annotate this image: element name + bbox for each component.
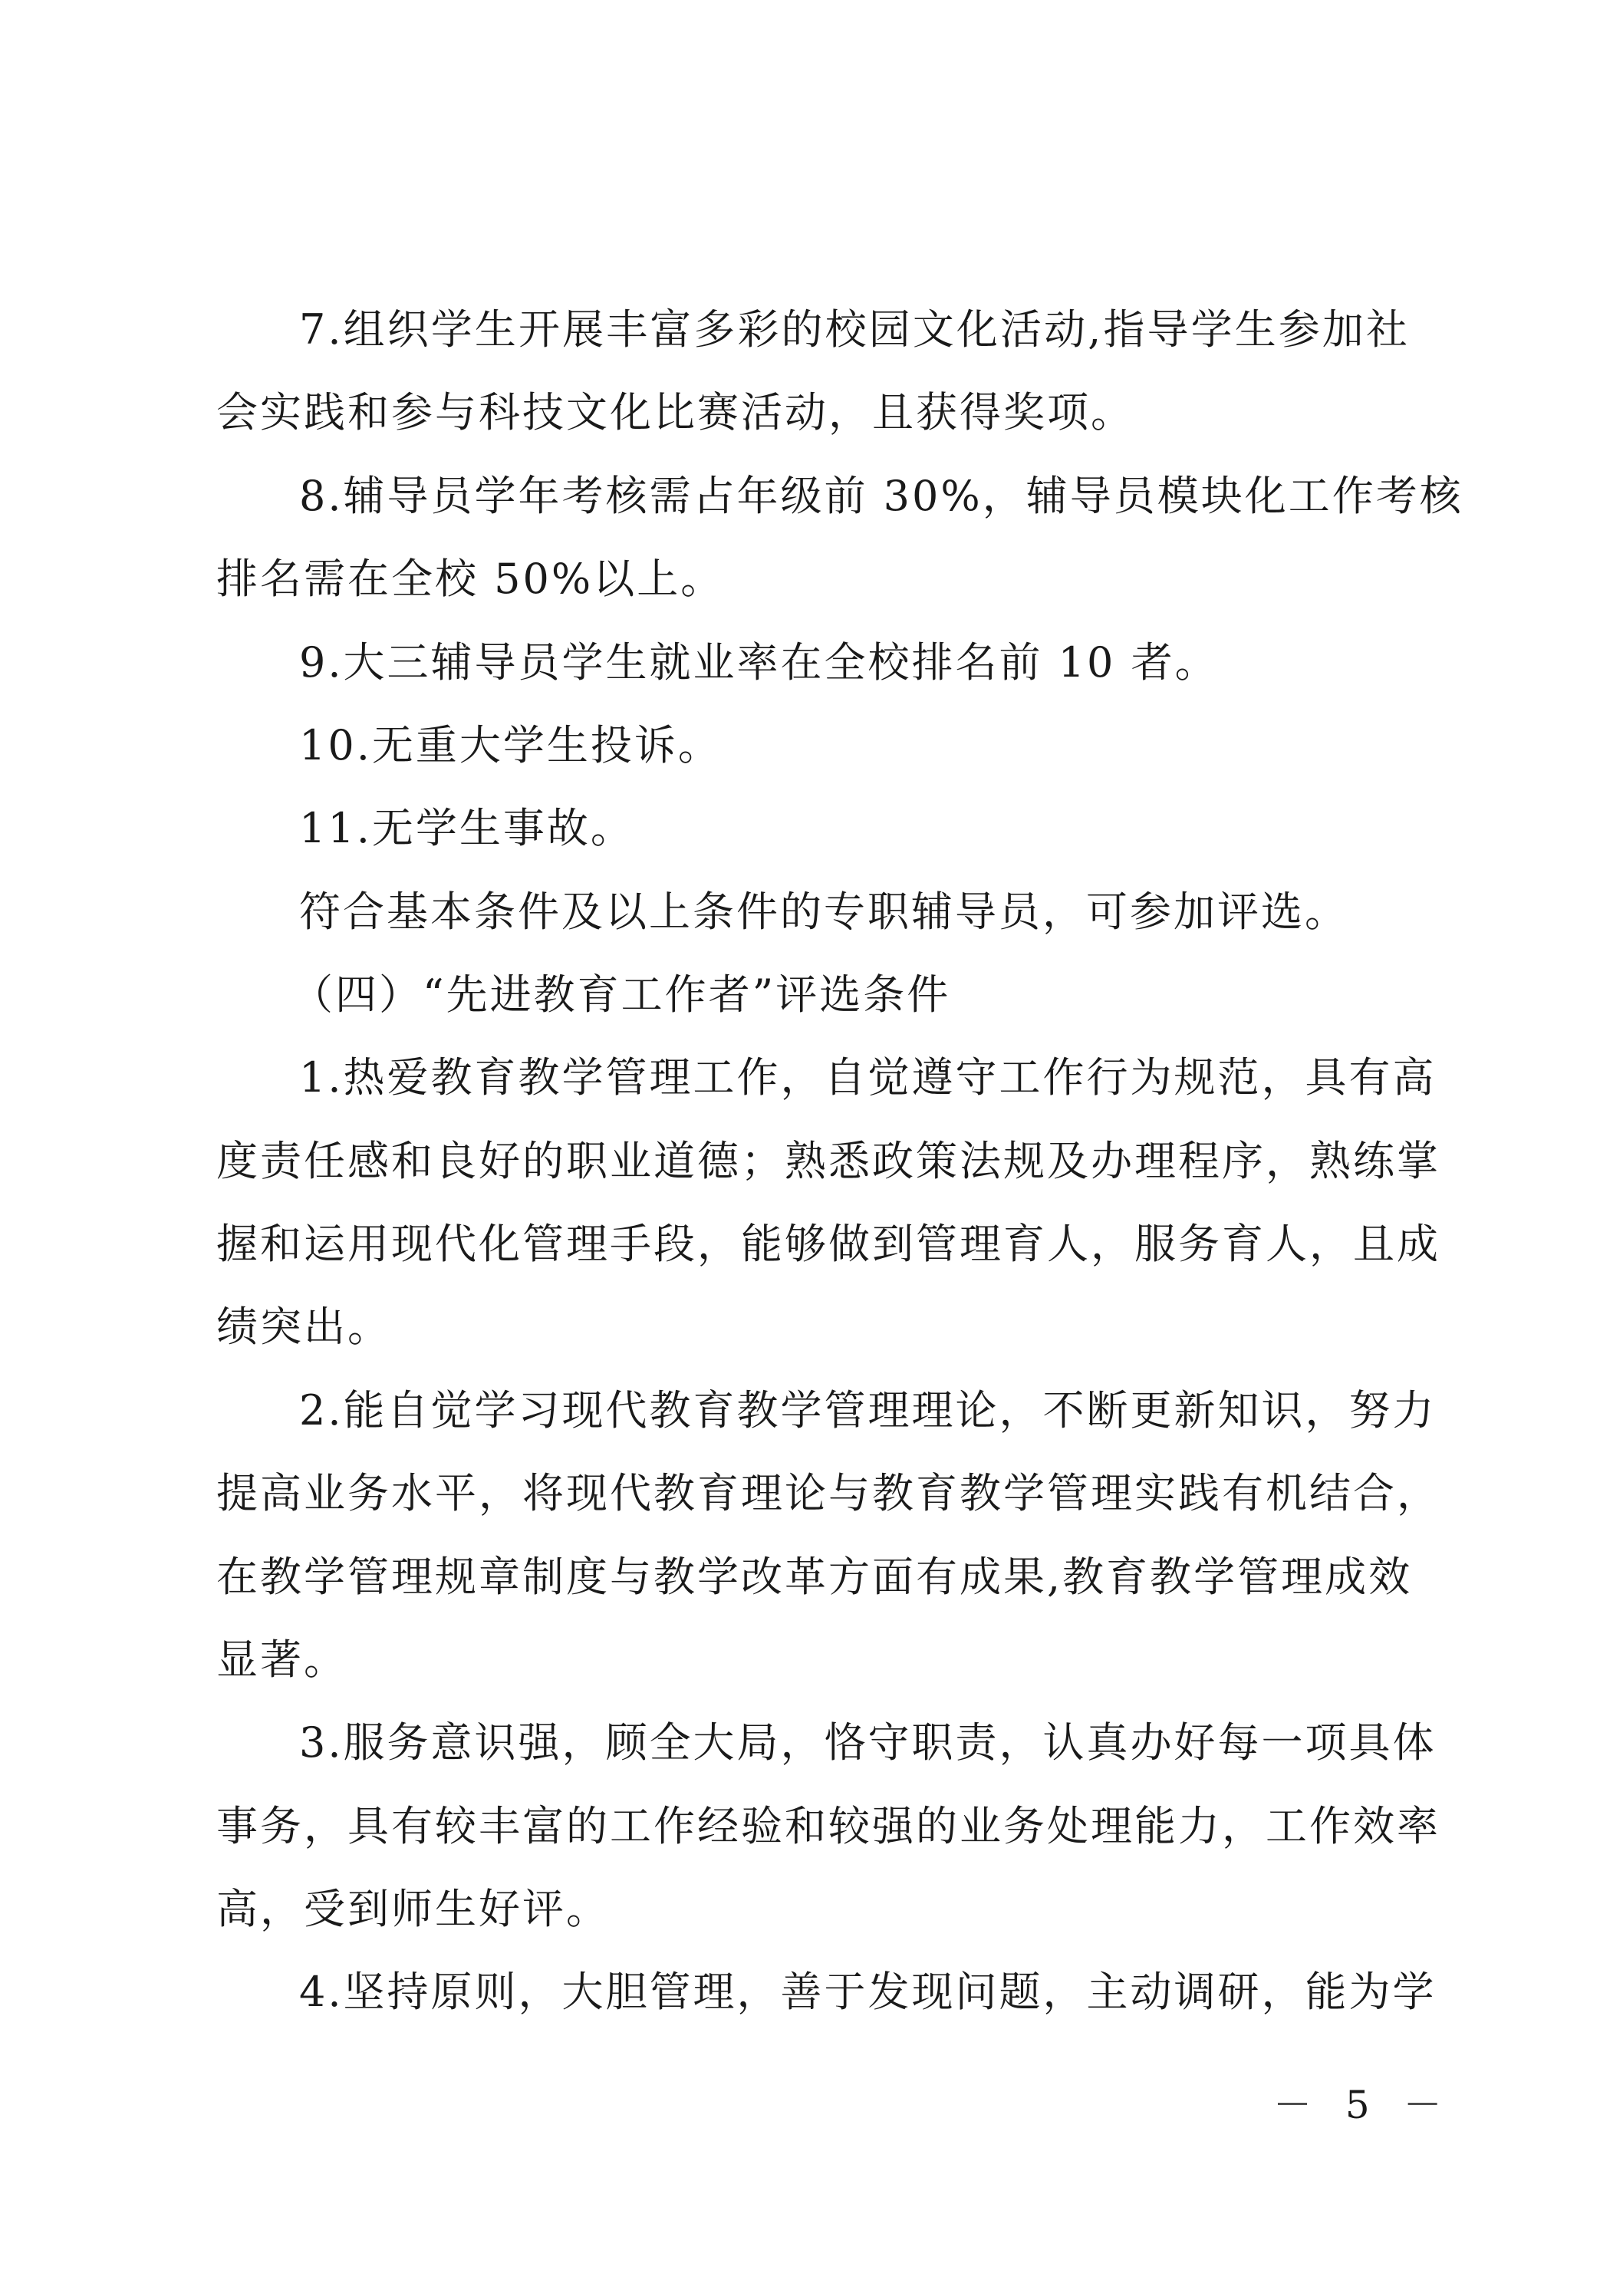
criterion-2-line-2: 提高业务水平，将现代教育理论与教育教学管理实践有机结合， <box>216 1469 1440 1517</box>
criterion-1-line-2: 度责任感和良好的职业道德；熟悉政策法规及办理程序，熟练掌 <box>216 1137 1440 1185</box>
criterion-3-line-3: 高，受到师生好评。 <box>216 1885 610 1933</box>
criterion-2-line-1: 2.能自觉学习现代教育教学管理理论，不断更新知识，努力 <box>299 1386 1437 1435</box>
criterion-1-line-4: 绩突出。 <box>216 1303 391 1351</box>
criterion-4-line-1: 4.坚持原则，大胆管理，善于发现问题，主动调研，能为学 <box>299 1968 1437 2016</box>
criterion-2-line-4: 显著。 <box>216 1636 347 1684</box>
section-heading: （四）“先进教育工作者”评选条件 <box>291 970 951 1019</box>
paragraph-11: 11.无学生事故。 <box>299 804 634 852</box>
paragraph-9: 9.大三辅导员学生就业率在全校排名前 10 者。 <box>299 638 1219 687</box>
paragraph-10: 10.无重大学生投诉。 <box>299 721 722 769</box>
criterion-1-line-3: 握和运用现代化管理手段，能够做到管理育人，服务育人，且成 <box>216 1220 1440 1268</box>
eligibility-statement: 符合基本条件及以上条件的专职辅导员，可参加评选。 <box>299 888 1348 936</box>
paragraph-8-line-1: 8.辅导员学年考核需占年级前 30%，辅导员模块化工作考核 <box>299 472 1463 520</box>
criterion-3-line-1: 3.服务意识强，顾全大局，恪守职责，认真办好每一项具体 <box>299 1718 1437 1767</box>
paragraph-8-line-2: 排名需在全校 50%以上。 <box>216 555 725 603</box>
criterion-3-line-2: 事务，具有较丰富的工作经验和较强的业务处理能力，工作效率 <box>216 1802 1440 1850</box>
paragraph-7-line-1: 7.组织学生开展丰富多彩的校园文化活动,指导学生参加社 <box>299 305 1410 354</box>
criterion-2-line-3: 在教学管理规章制度与教学改革方面有成果,教育教学管理成效 <box>216 1553 1413 1601</box>
criterion-1-line-1: 1.热爱教育教学管理工作，自觉遵守工作行为规范，具有高 <box>299 1053 1437 1102</box>
paragraph-7-line-2: 会实践和参与科技文化比赛活动，且获得奖项。 <box>216 388 1134 436</box>
page-number: － 5 － <box>1273 2083 1453 2127</box>
